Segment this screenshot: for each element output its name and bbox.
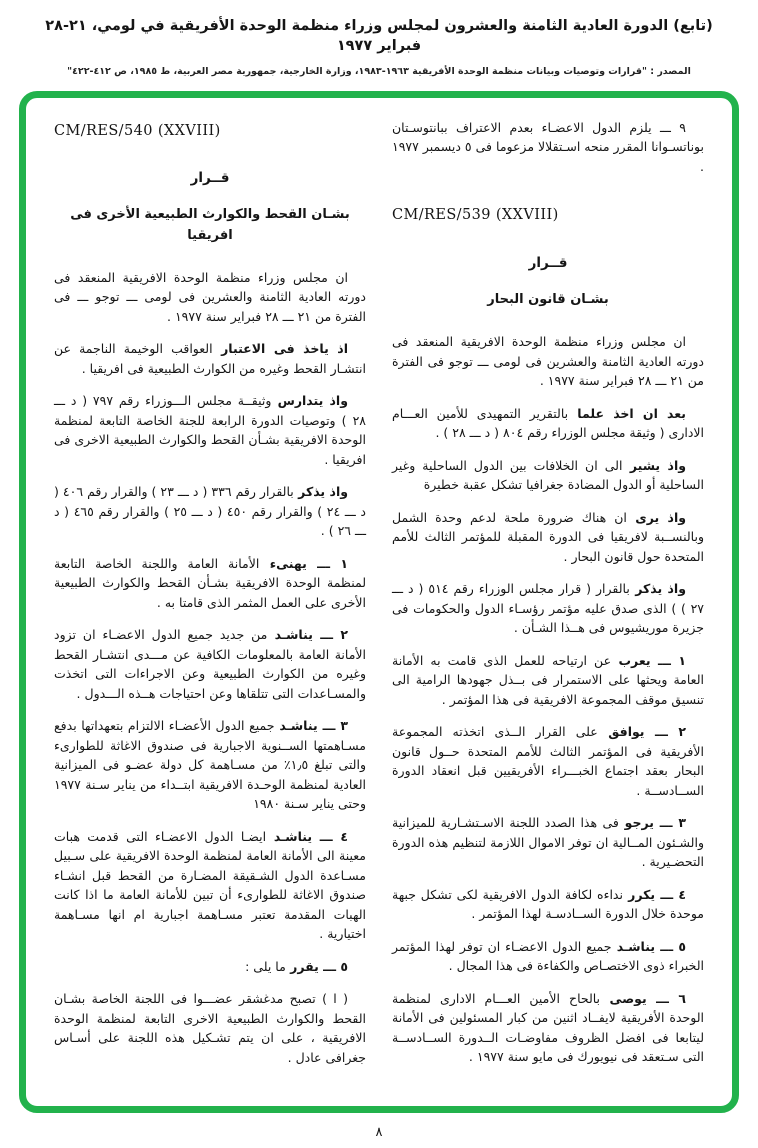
paragraph: ان مجلس وزراء منظمة الوحدة الافريقية المنعقد فى دورته العادية الثامنة والعشرين فى لومى ـــ توجو فى الفترة من ٢١ ـــ ٢٨ فبراير سنة ١٩٧٧ . (392, 334, 704, 389)
resolution-539-body (392, 332, 704, 1067)
paragraph: ١ ـــ يهنىء الأمانة العامة واللجنة الخاصة التابعة لمنظمة الوحدة الافريقية بشـأن القحط والكوارث الطبيعية الأخرى على العمل المثمر الذى قامتا به . (54, 555, 366, 610)
paragraph: بعد ان اخذ علما بالتقرير التمهيدى للأمين العـــام الادارى ( وثيقة مجلس الوزراء رقم ٨٠٤ ( د ـــ ٢٨ ) . (392, 405, 704, 441)
paragraph: ٣ ـــ يرجو فى هذا الصدد اللجنة الاسـتشـارية للميزانية والشـئون المــالية ان توفر الاموال اللازمة لتنظيم هذه الدورة التحضـيرية . (392, 815, 704, 870)
paragraph: ٦ ـــ يوصى بالحاح الأمين العـــام الادارى لمنظمة الوحدة الأفريقية لايفــاد اثنين من كبار المسئولين فى الأمانة ليتابعا فى افضل الظروف مفاوضـات الــدورة الســادســة التى سـتعقد فى نيويورك فى مايو سنة ١٩٧٧ . (392, 990, 704, 1065)
paragraph: واذ يذكر بالقرار ( قرار مجلس الوزراء رقم ٥١٤ ( د ـــ ٢٧ ) ) الذى صدق عليه مؤتمر رؤسـاء الدول والحكومات فى جزيرة موريشيوس فى هــذا الشـأن . (392, 581, 704, 636)
paragraph-lead: ٢ ـــ يوافق (597, 724, 686, 740)
paragraph-lead: ١ ـــ يعرب (611, 652, 686, 668)
paragraph: ٩ ـــ يلزم الدول الاعضـاء بعدم الاعتراف ببانتوسـتان بوناتسـوانا المقرر منحه اسـتقلالا مزعوما فى ٥ ديسمبر ١٩٧٧ . (392, 119, 704, 174)
paragraph-lead: ٦ ـــ يوصى (600, 990, 686, 1006)
paragraph-lead: ٣ ـــ يرجو (618, 815, 686, 831)
green-border-frame (19, 91, 739, 1114)
paragraph: واذ يذكر بالقرار رقم ٣٣٦ ( د ـــ ٢٣ ) والقرار رقم ٤٠٦ ( د ـــ ٢٤ ) والقرار رقم ٤٥٠ ( د ـــ ٢٥ ) والقرار رقم ٤٦٥ ( د ـــ ٢٦ ) . (54, 484, 367, 539)
paragraph: واذ يرى ان هناك ضرورة ملحة لدعم وحدة الشمل وبالنســبة لافريقيا فى الدورة المقبلة للمؤتمر الثالث للأمم المتحدة حول قانون البحار . (392, 509, 704, 564)
resolution-code-540: CM/RES/540 (XXVIII) (54, 122, 221, 139)
paragraph-lead: ١ ـــ يهنىء (259, 555, 348, 571)
paragraph: واذ يشير الى ان الخلافات بين الدول الساحلية وغير الساحلية أو الدول المضادة جغرافيا تشكل عقبة خطيرة (392, 457, 704, 493)
paragraph: ٢ ـــ يناشـد من جديد جميع الدول الاعضـاء ان تزود الأمانة العامة بالمعلومات الكافية عن مـــدى انتشـار القحط وغيره من الكوارث الطبيعية وعن الاجراءات التى اتخذت والمسـاعدات التى تتلقاها وعن احتياجات هــذه الـــدول . (54, 627, 366, 701)
paragraph-lead: واذ يتدارس (271, 393, 348, 409)
paragraph-lead: ٥ ـــ يناشـد (611, 938, 687, 954)
paragraph-lead: ٥ ـــ يقرر (285, 958, 348, 974)
paragraph-lead: واذ يشير (622, 457, 686, 473)
paragraph-lead: ٢ ـــ يناشـد (267, 627, 348, 643)
resolution-code-539: CM/RES/539 (XXVIII) (392, 207, 559, 224)
paragraph: ٢ ـــ يوافق على القرار الــذى اتخذته المجموعة الأفريقية فى المؤتمر الثالث للأمم المتحدة حــول قانون البحار بعقد اجتماع الخبـــراء الأفريقيين قبل انعقاد الدورة الســادســة . (392, 724, 704, 798)
resolution-540-heading: قــرار (190, 170, 230, 187)
paragraph: ٥ ـــ يناشـد جميع الدول الاعضـاء ان توفر لهذا المؤتمر الخبراء ذوى الاختصـاص والكفاءة فى هذا المجال . (392, 938, 704, 974)
paragraph: ١ ـــ يعرب عن ارتياحه للعمل الذى قامت به الأمانة العامة ويحثها على الاستمرار فى بــذل جهودها الرامية الى تنسيق موقف المجموعة الافريقية فى هذا المؤتمر . (392, 652, 704, 707)
paragraph-lead: ٤ ـــ يناشـد (266, 828, 348, 844)
page-header (0, 16, 758, 77)
continued-item-9 (392, 118, 704, 177)
resolution-540-subject: بشـان القحط والكوارث الطبيعية الأخرى فى افريقيا (70, 207, 350, 243)
paragraph-lead: ٤ ـــ يكرر (622, 886, 687, 902)
paragraph-lead: ٣ ـــ يناشـد (274, 718, 348, 734)
column-resolution-539 (392, 118, 704, 1081)
paragraph: ٥ ـــ يقرر ما يلى : (245, 958, 348, 974)
paragraph-lead: واذ يذكر (629, 581, 686, 597)
paragraph-lead: واذ يرى (626, 509, 686, 525)
page-number: ٨ (375, 1125, 383, 1141)
paragraph: ( ا ) تصبح مدغشقر عضـــوا فى اللجنة الخاصة بشـان القحط والكوارث الطبيعية الاخرى التابعة لمنظمة الوحدة الافريقية ، على ان يتم تشـكيل هذه اللجنة على أسـاس جغرافى عادل . (54, 991, 366, 1065)
paragraph: اذ ياخذ فى الاعتبار العواقب الوخيمة الناجمة عن انتشـار القحط وغيره من الكوارث الطبيعية فى افريقيا . (54, 341, 366, 376)
paragraph: واذ يتدارس وثيقــة مجلس الـــوزراء رقم ٧٩٧ ( د ـــ ٢٨ ) وتوصيات الدورة الرابعة للجنة الخاصة التابعة لمنظمة الوحدة الافريقية بشـأن القحط والكوارث الطبيعية الاخرى فى افريقيا . (54, 393, 366, 467)
paragraph-lead: واذ يذكر (293, 484, 348, 500)
paragraph: ان مجلس وزراء منظمة الوحدة الافريقية المنعقد فى دورته العادية الثامنة والعشرين فى لومى ـــ توجو ـــ فى الفترة من ٢١ ـــ ٢٨ فبراير سنة ١٩٧٧ . (54, 269, 366, 324)
two-column-layout (54, 118, 704, 1081)
session-title: (تابع) الدورة العادية الثامنة والعشرون لمجلس وزراء منظمة الوحدة الأفريقية في لومي، ٢١-٢٨ فبراير ١٩٧٧ (45, 18, 713, 55)
paragraph: ٤ ـــ يكرر نداءه لكافة الدول الافريقية لكى تشكل جبهة موحدة خلال الدورة الســادسـة لهذا المؤتمر . (392, 886, 704, 922)
paragraph: ٤ ـــ يناشـد ايضـا الدول الاعضـاء التى قدمت هبات معينة الى الأمانة العامة لمنظمة الوحدة الافريقية على سـبيل مسـاعدة الدول الشـقيقة المضـارة من القحط قبل انشـاء صندوق الاغاثة للطوارىء أن تبين للأمانة العامة ما اذا كانت الهبات المقدمة تعتبر مسـاهمة اجبارية ام انها مسـاهمة اختيارية . (54, 828, 366, 942)
source-citation: المصدر : "قرارات وتوصيات وبيانات منظمة الوحدة الأفريقية ١٩٦٣-١٩٨٣، وزارة الخارجية، جمهورية مصر العربية، ط ١٩٨٥، ص ٤١٢-٤٢٢" (67, 65, 691, 77)
resolution-539-subject: بشـان قانون البحار (487, 291, 609, 307)
paragraph-lead: بعد ان اخذ علما (568, 405, 686, 421)
paragraph-lead: اذ ياخذ فى الاعتبار (212, 341, 348, 357)
paragraph: ٣ ـــ يناشـد جميع الدول الأعضـاء الالتزام بتعهداتها بدفع مسـاهمتها الســنوية الاجبارية فى صندوق الاغاثة للطوارىء والتى تبلغ ١٫٥٪ من مسـاهمة كل دولة عضـو فى الميزانية العادية لمنظمة الوحـدة الافريقية ابتــداء من يناير سـنة ١٩٧٧ وحتى يناير سـنة ١٩٨٠ (54, 718, 366, 812)
resolution-540-body (54, 268, 366, 1068)
resolution-539-heading: قــرار (528, 254, 568, 271)
column-resolution-540 (54, 118, 366, 1081)
